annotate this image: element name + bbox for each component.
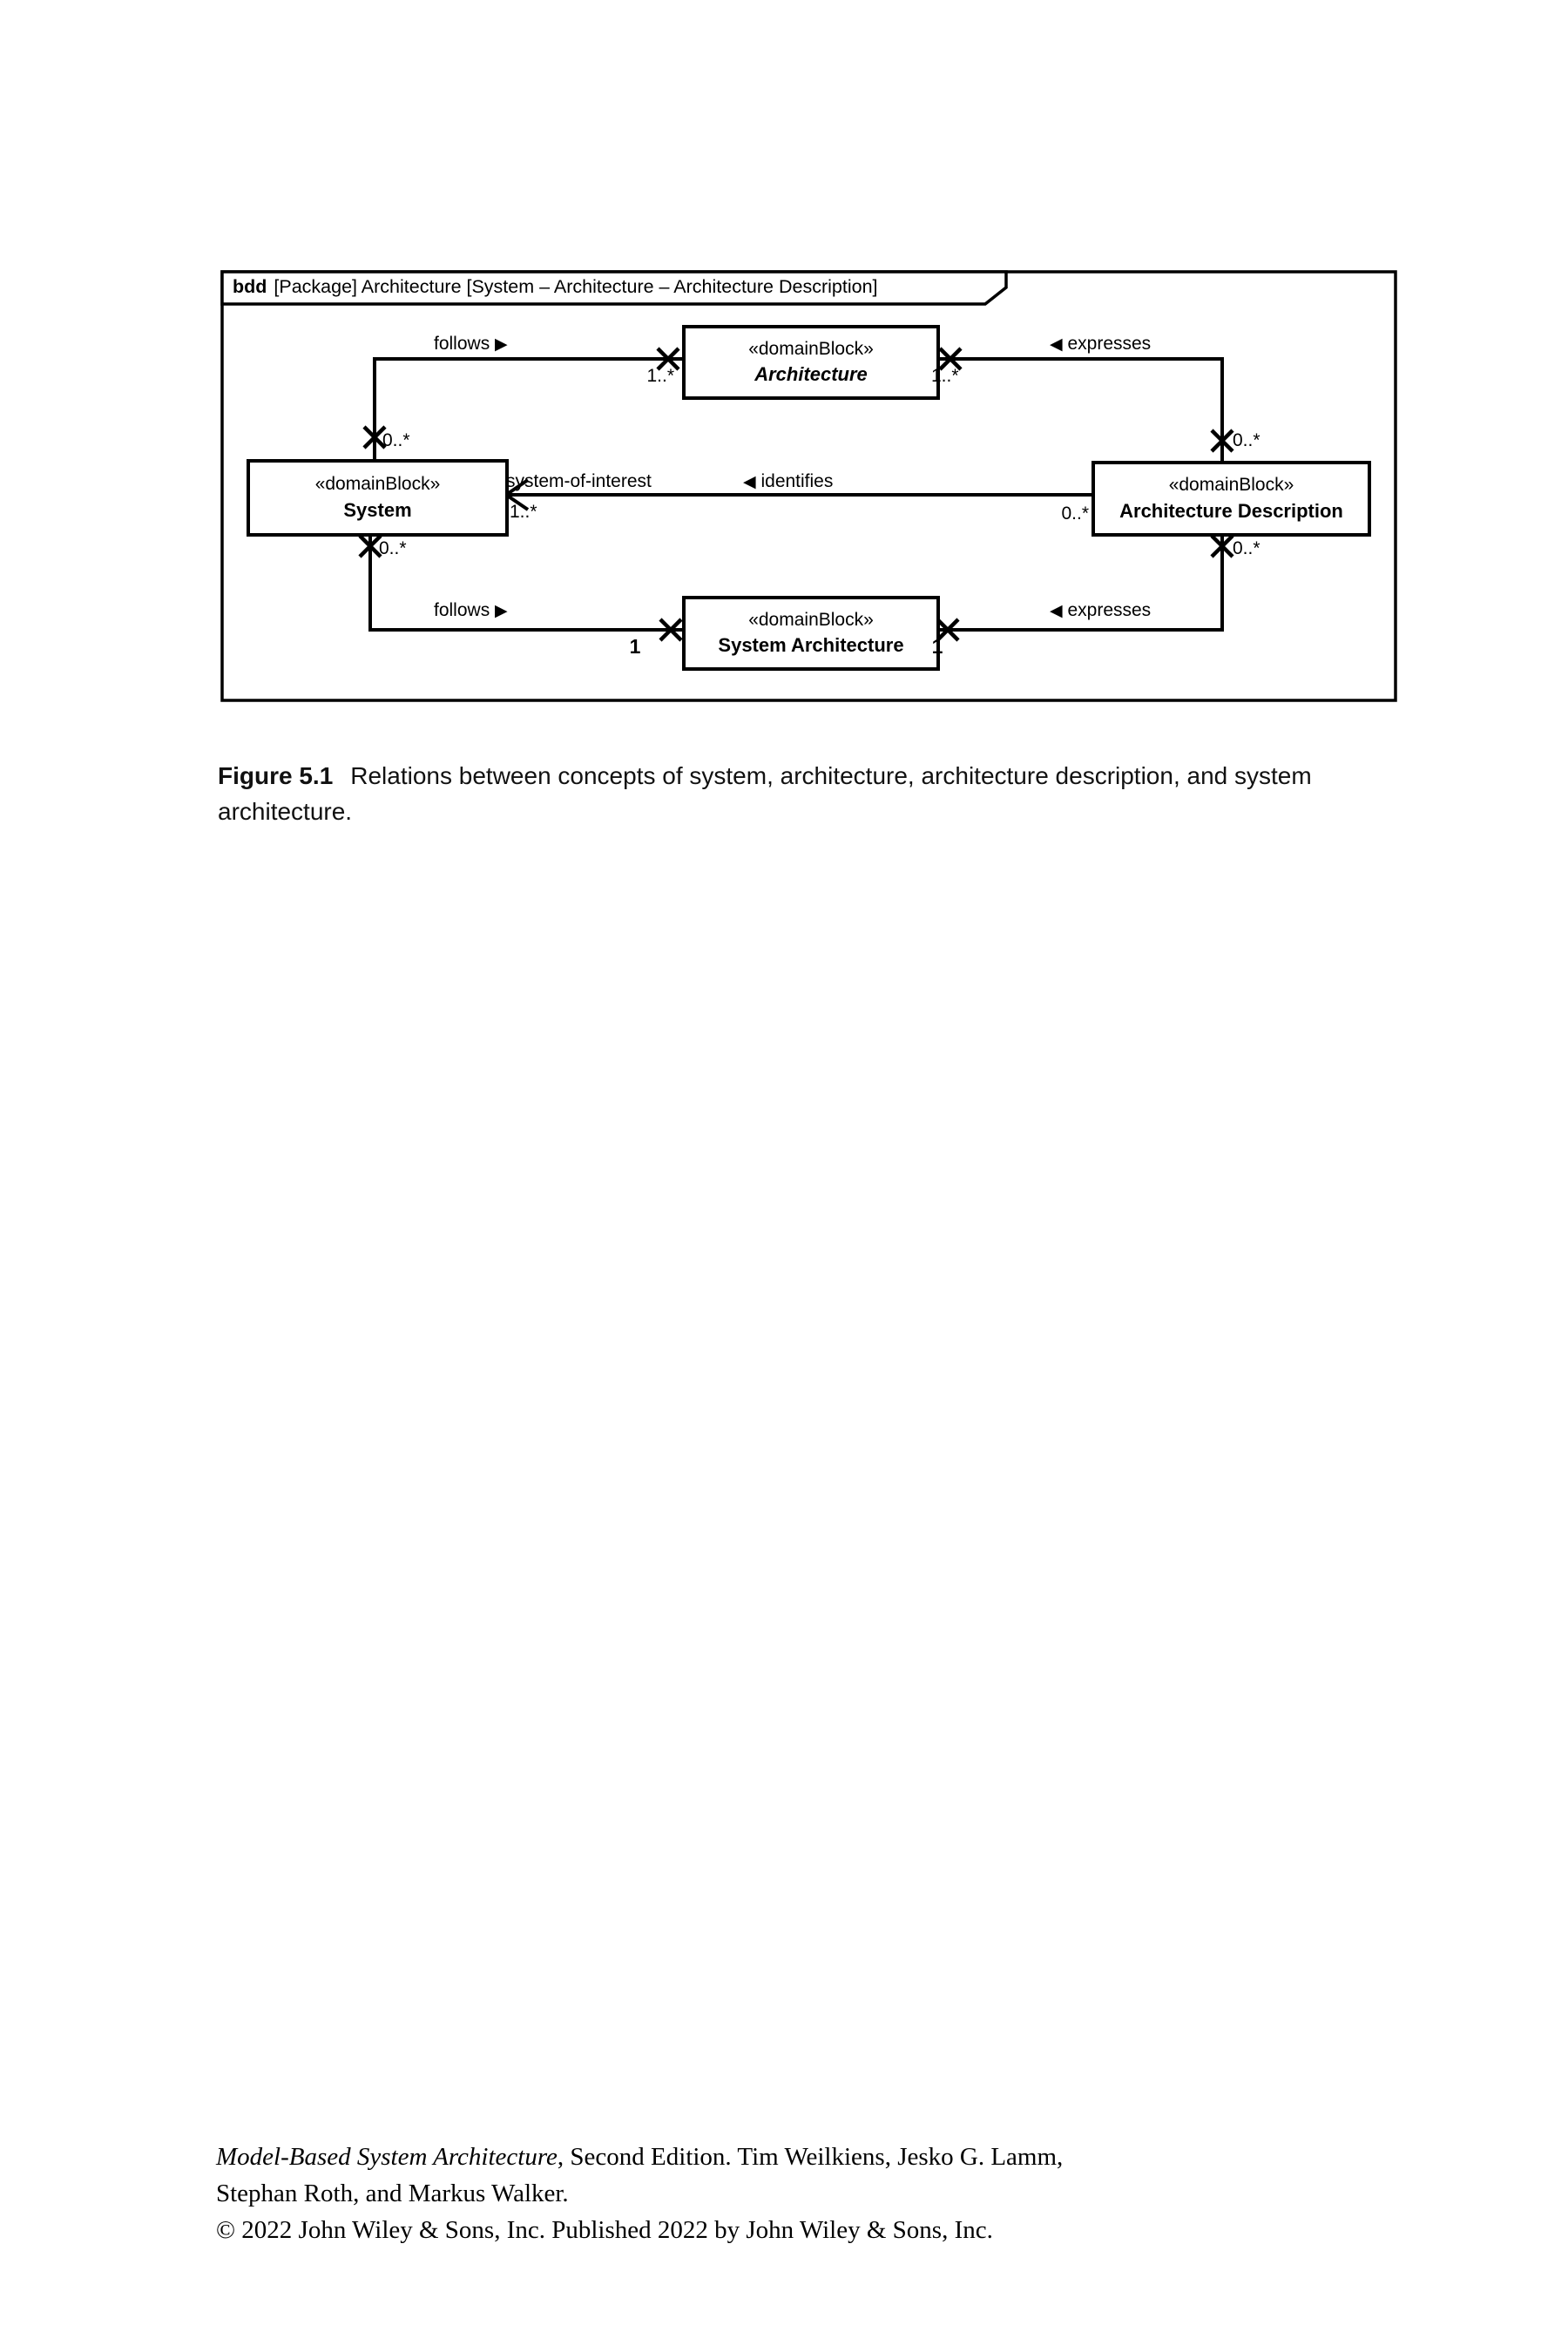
reading-direction-left-icon: ◀ <box>1050 335 1063 354</box>
multiplicity-identifies-system-end: 1..* <box>510 502 537 522</box>
imprint-footer <box>216 2139 1366 2248</box>
association-label-text: follows <box>434 334 490 354</box>
multiplicity-expresses-description-end: 0..* <box>1233 430 1260 450</box>
association-label-expresses-bottom <box>1050 600 1151 621</box>
imprint-line-3: © 2022 John Wiley & Sons, Inc. Published 2022 by John Wiley & Sons, Inc. <box>216 2216 993 2244</box>
multiplicity-follows-sysarch-end: 1 <box>629 635 641 658</box>
association-label-follows-top <box>434 334 508 355</box>
block-stereotype: «domainBlock» <box>748 609 874 630</box>
bdd-diagram-frame <box>220 270 1397 702</box>
figure-caption <box>218 758 1402 829</box>
diagram-header-title: [Package] Architecture [System – Architecture – Architecture Description] <box>274 276 878 297</box>
reading-direction-right-icon: ▶ <box>495 335 508 354</box>
association-label-text: identifies <box>760 471 834 491</box>
imprint-line-2: Stephan Roth, and Markus Walker. <box>216 2180 569 2207</box>
multiplicity-identifies-description-end: 0..* <box>1061 504 1089 524</box>
block-stereotype: «domainBlock» <box>314 474 441 495</box>
role-label-system-of-interest <box>506 471 652 492</box>
association-label-text: expresses <box>1067 334 1152 354</box>
role-label-text: system-of-interest <box>506 471 652 491</box>
block-stereotype: «domainBlock» <box>1168 475 1294 496</box>
reading-direction-left-icon: ◀ <box>1050 602 1063 620</box>
figure-number: Figure 5.1 <box>218 762 334 789</box>
block-system-architecture <box>682 596 940 671</box>
imprint-line-1 <box>216 2139 1366 2175</box>
block-name: System Architecture <box>718 634 904 657</box>
multiplicity-follows-architecture-end: 1..* <box>646 366 674 386</box>
association-label-identifies <box>743 471 833 492</box>
reading-direction-right-icon: ▶ <box>495 602 508 620</box>
diagram-kind-keyword: bdd <box>233 276 267 297</box>
association-label-expresses-top <box>1050 334 1151 355</box>
multiplicity-follows-bottom-system-end: 0..* <box>379 538 407 558</box>
diagram-header <box>233 276 878 298</box>
association-label-text: follows <box>434 600 490 620</box>
block-name: Architecture <box>754 363 868 386</box>
association-label-follows-bottom <box>434 600 508 621</box>
multiplicity-follows-system-end: 0..* <box>382 430 410 450</box>
multiplicity-expresses-architecture-end: 1..* <box>931 366 959 386</box>
multiplicity-expresses-sysarch-end: 1 <box>931 635 943 658</box>
block-system <box>247 459 509 537</box>
book-title: Model-Based System Architecture <box>216 2143 558 2171</box>
block-name: System <box>343 498 412 521</box>
multiplicity-expresses-bottom-description-end: 0..* <box>1233 538 1260 558</box>
block-architecture <box>682 325 940 400</box>
imprint-authors: , Second Edition. Tim Weilkiens, Jesko G. Lamm, <box>557 2143 1064 2171</box>
block-stereotype: «domainBlock» <box>748 338 874 359</box>
reading-direction-left-icon: ◀ <box>743 473 756 491</box>
block-name: Architecture Description <box>1119 499 1343 522</box>
block-architecture-description <box>1092 461 1371 537</box>
association-label-text: expresses <box>1067 600 1152 620</box>
figure-caption-text: Relations between concepts of system, architecture, architecture description, and system architecture. <box>218 762 1312 825</box>
